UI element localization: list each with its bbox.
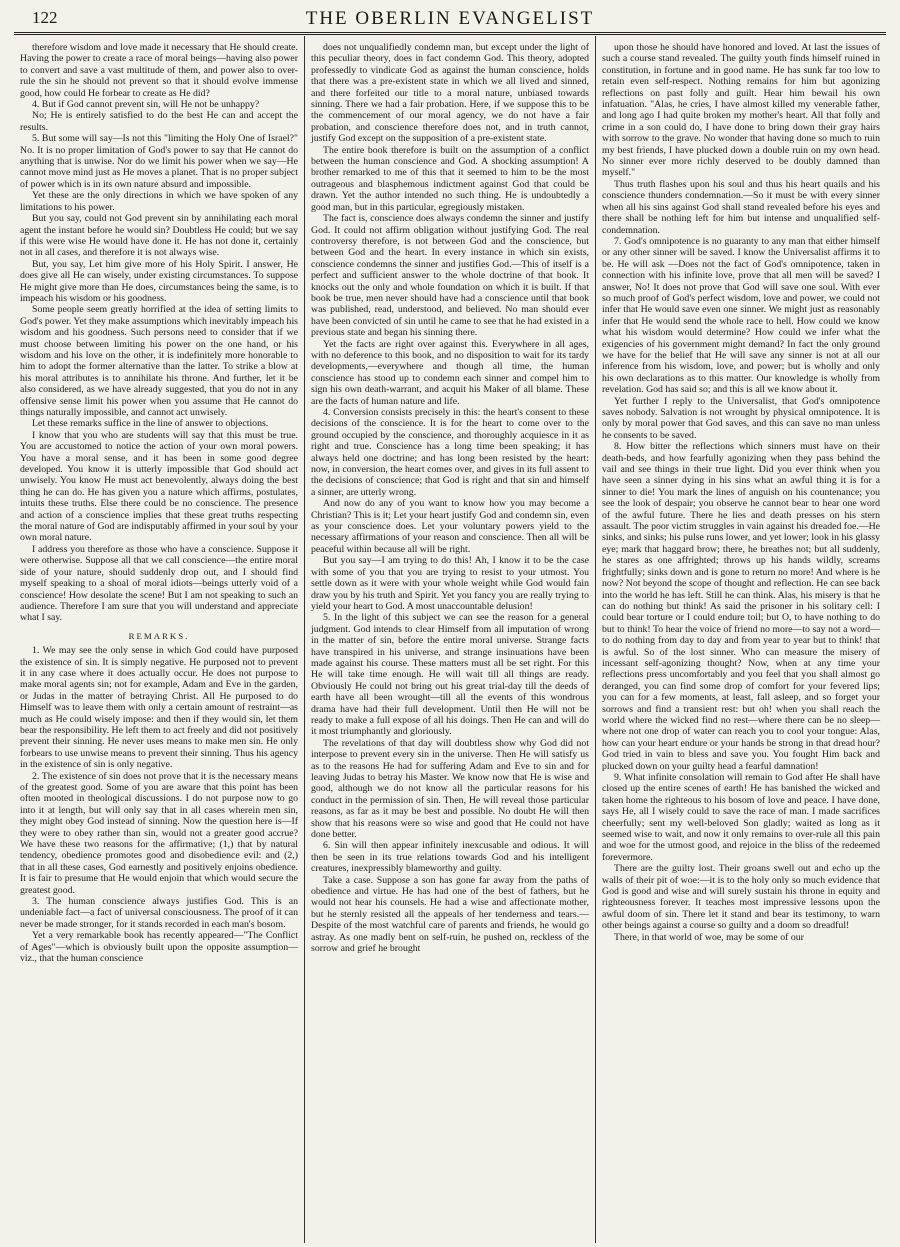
section-heading: REMARKS. <box>128 630 190 641</box>
paragraph: The entire book therefore is built on the assumption of a conflict between the human conscience and God. A shocking assumption! A brother remarked to me of this that it seemed to him to be the most outrageous and blasphemous indictment against God that could be drawn. Yet the author intended no such thing. He is undoubtedly a good man, but in this particular, egregiously mistaken. <box>311 144 589 213</box>
paragraph: 4. Conversion consists precisely in this: the heart's consent to these decisions of the conscience. It is for the heart to come over to the ground occupied by the conscience, and thoroughly acquiesce in it as right and true. Conscience has a long time been speaking; it has always held one doctrine; and has long been resisted by the heart: now, in conversion, the heart comes over, and gives in its full assent to the decisions of conscience; that God is right and that sin and himself a sinner, are utterly wrong. <box>311 407 589 498</box>
paragraph: Some people seem greatly horrified at the idea of setting limits to God's power. Yet they make assumptions which inevitably impeach his wisdom and his goodness. Such persons need to consider that if we must choose between limiting his power on the one hand, or his wisdom and his love on the other, it is indefinitely more honorable to him to adopt the former alternative than the latter. To strike a blow at his moral attributes is to annihilate his throne. And further, let it be also considered, as we have already suggested, that you do not in any offensive sense limit his power when you assume that He cannot do things naturally impossible, and cannot act unwisely. <box>20 304 298 418</box>
paragraph: 7. God's omnipotence is no guaranty to any man that either himself or any other sinner will be saved. I know the Universalist affirms it to be. He will ask —Does not the fact of God's omnipotence, taken in connection with his infinite love, prove that all men will be saved? I answer, No! It does not prove that God will save one soul. With ever so much proof of God's perfect wisdom, love and power, we could not infer that He would save even one sinner. We might just as reasonably infer that He would send the whole race to hell. How could we know what his wisdom would determine? How could we infer what the exigencies of his government might demand? In fact the only ground we have for the belief that He will save any sinner is not at all our inference from his wisdom, love, and power; but is wholly and only his own declarations as to this matter. Our knowledge is wholly from revelation. God has said so; and this is all we know about it. <box>602 235 880 396</box>
paragraph: 5. But some will say—Is not this "limiting the Holy One of Israel?" No. It is no proper limitation of God's power to say that He cannot do anything that is unwise. Nor do we limit his power when we say—He cannot move mind just as He moves a planet. That is no proper subject of power which is in its own nature absurd and impossible. <box>20 133 298 190</box>
paragraph: therefore wisdom and love made it necessary that He should create. Having the power to create a race of moral beings—having also power to convert and save a vast multitude of them, and power also to over-rule the sin he should not prevent so that it should evolve immense good, how could He forbear to create as He did? <box>20 42 298 99</box>
paragraph: Yet the facts are right over against this. Everywhere in all ages, with no deference to this book, and no disposition to wait for its tardy developments,—everywhere and though all time, the human conscience has stood up to condemn each sinner and compel him to sign his own death-warrant, and acquit his Maker of all blame. These are the facts of human nature and life. <box>311 338 589 407</box>
paragraph: And now do any of you want to know how you may become a Christian? This is it; Let your heart justify God and condemn sin, even as your conscience does. Let your voluntary powers yield to the necessary affirmations of your reason and conscience. Then all will be peaceful within because all will be right. <box>311 498 589 555</box>
paragraph: Yet further I reply to the Universalist, that God's omnipotence saves nobody. Salvation is not wrought by physical omnipotence. It is only by moral power that God saves, and this can save no man unless he consents to be saved. <box>602 395 880 441</box>
paragraph: upon those he should have honored and loved. At last the issues of such a course stand revealed. The guilty youth finds himself ruined in constitution, in fortune and in good name. He has sunk far too low to retain even self-respect. Nothing remains for him but agonizing reflections on past folly and guilt. Hear him bewail his own infatuation. "Alas, he cries, I have almost killed my venerable father, and long ago I had quite broken my mother's heart. All that folly and crime in a son could do, I have done to bring down their gray hairs with sorrow to the grave. No wonder that having done so much to ruin my best friends, I have plucked down a double ruin on my own head. No sinner ever more richly deserved to be doubly damned than myself." <box>602 42 880 179</box>
paragraph: But, you say, Let him give more of his Holy Spirit. I answer, He does give all He can wisely, under existing circumstances. To suppose He might give more than He does, circumstances being the same, is to impeach his wisdom or his goodness. <box>20 258 298 304</box>
article-body <box>14 36 886 1243</box>
paragraph: 2. The existence of sin does not prove that it is the necessary means of the greatest good. Some of you are aware that this point has been often mooted in theological discussions. I do not purpose now to go into it at length, but will only say that in all cases wherein men sin, they might obey God instead of sinning. Now the question here is—If they were to obey rather than sin, would not a greater good accrue? We have these two reasons for the affirmative; (1,) that by natural tendency, obedience promotes good and disobedience evil: and (2,) that in all these cases, God earnestly and positively enjoins obedience. It is fair to presume that He would enjoin that which would secure the greatest good. <box>20 770 298 896</box>
paragraph: 5. In the light of this subject we can see the reason for a general judgment. God intends to clear Himself from all imputation of wrong in the matter of sin, before the entire moral universe. Strange facts have transpired in his universe, and strange insinuations have been made against his course. These matters must all be set right. For this He will take time enough. He will wait till all things are ready. Obviously He could not bring out his great trial-day till the deeds of earth have all been wrought—till all the events of this wondrous drama have had their full development. Until then He will not be ready to make a full expose of all his doings. Then He can and will do it most triumphantly and gloriously. <box>311 612 589 738</box>
column-1 <box>14 36 304 1243</box>
paragraph: I know that you who are students will say that this must be true. You are accustomed to notice the action of your own moral powers. You have a moral sense, and it has been in some good degree developed. You know it is utterly impossible that God should act unwisely. You know He must act benevolently, always doing the best thing he can do. He has given you a nature which affirms, postulates, intuits these truths. Else there could be no conscience. The presence and action of a conscience implies that these great truths respecting the moral nature of God are indisputably affirmed in your soul by your own moral nature. <box>20 429 298 544</box>
paragraph: There, in that world of woe, may be some of our <box>614 931 804 943</box>
paragraph: Yet a very remarkable book has recently appeared—"The Conflict of Ages"—which is obviously built upon the opposite assumption—viz., that the human conscience <box>20 930 298 965</box>
paragraph: I address you therefore as those who have a conscience. Suppose it were otherwise. Suppose all that we call conscience—the entire moral side of your nature, should suddenly drop out, and I should find myself speaking to a shoal of moral idiots—beings utterly void of a conscience! How desolate the scene! But I am not speaking to such an audience. Therefore I am sure that you will understand and appreciate what I say. <box>20 543 298 624</box>
paragraph: 4. But if God cannot prevent sin, will He not be unhappy? <box>32 99 260 111</box>
paragraph: 8. How bitter the reflections which sinners must have on their death-beds, and how fearfully agonizing when they pass behind the vail and see things in their true light. Did you ever think when you have seen a sinner dying in his sins what an awful thing it is for a sinner to die! You mark the lines of anguish on his countenance; you see the look of despair; you observe he cannot bear to hear one word of the awful future. There he lies and death presses on his stern assault. The poor victim struggles in vain against his dreaded foe.—He sinks, and sinks; his pulse runs lower, and yet lower; look in his glassy eye; mark that haggard brow; there, he breathes not; but all suddenly, he stares as one affrighted; throws up his hands wildly, screams frightfully; sinks down and is gone to return no more! And where is he now? Not beyond the scope of thought and reflection. He can see back into the world he has left. Still he can think. Alas, his misery is that he can do nothing but think! As said the prisoner in his solitary cell: I could bear torture or I could endure toil; but O, to have nothing to do but to think! To hear the voice of friend no more—to say not a word—to do nothing from day to day and from year to year but to think! that is awful. So of the lost sinner. Who can measure the misery of incessant self-agonizing thought? Now, when at any time your reflections press uncomfortably and you feel that you shall almost go deranged, you can find some drop of comfort for your fevered lips; you can for a few moments, at least, fall asleep, and so forget your sorrows and find a transient rest: but oh! when you shall reach the world where the wicked find no rest—where there can be no sleep—where not one drop of water can reach you to cool your tongue: Alas, how can your heart endure or your hands be strong in that dread hour? God tried in vain to bless and save you. You fought Him back and plucked down on your guilty head a fearful damnation! <box>602 441 880 772</box>
column-2 <box>304 36 595 1243</box>
paragraph: But you say—I am trying to do this! Ah, I know it to be the case with some of you that you are trying to resist to your utmost. You settle down as it were with your whole weight while God would fain draw you by his truth and Spirit. Yet you fancy you are really trying to yield your heart to God. A most unaccountable delusion! <box>311 555 589 612</box>
paragraph: 3. The human conscience always justifies God. This is an undeniable fact—a fact of universal consciousness. The proof of it can never be made stronger, for it stands recorded in each man's bosom. <box>20 896 298 930</box>
paragraph: No; He is entirely satisfied to do the best He can and accept the results. <box>20 110 298 133</box>
paragraph: The fact is, conscience does always condemn the sinner and justify God. It could not affirm obligation without justifying God. The real controversy therefore, is not between God and the conscience, but between God and the heart. In every instance in which sin exists, conscience condemns the sinner and justifies God.—This of itself is a perfect and sufficient answer to the whole doctrine of that book. It knocks out the only and whole foundation on which it is built. If that book be true, men never should have had a conscience until that book was published, read, understood, and believed. No man should ever have been convicted of sin until he came to see that he had existed in a previous state and began his sinning there. <box>311 213 589 339</box>
paragraph: 9. What infinite consolation will remain to God after He shall have closed up the entire scenes of earth! He has banished the wicked and taken home the righteous to his bosom of love and peace. I have done, says He, all I wisely could to save the race of man. I made sacrifices cheerfully; sent my well-beloved Son gladly; waited as long as it seemed wise to wait, and now it only remains to over-rule all this pain and woe for the utmost good, and rejoice in the bliss of the redeemed forevermore. <box>602 772 880 863</box>
page-number: 122 <box>32 8 58 27</box>
paragraph: 6. Sin will then appear infinitely inexcusable and odious. It will then be seen in its true relations towards God and his intelligent creatures, inexpressibly blameworthy and guilty. <box>311 840 589 875</box>
paragraph: But you say, could not God prevent sin by annihilating each moral agent the instant before he would sin? Doubtless He could; but we say if this were wise He would have done it. He has not done it, certainly not in all cases, and therefore it is not always wise. <box>20 213 298 259</box>
paragraph: Thus truth flashes upon his soul and thus his heart quails and his conscience thunders condemnation.—So it must be with every sinner when all his sins against God shall stand revealed before his eyes and there shall be nothing left for him but intense and unqualified self-condemnation. <box>602 178 880 236</box>
paragraph: The revelations of that day will doubtless show why God did not interpose to prevent every sin in the universe. Then He will satisfy us as to the reasons He had for suffering Adam and Eve to sin and for leaving Judas to betray his Master. We know now that He is wise and good, although we do not know all the particular reasons for his conduct in the permission of sin. Then, He will reveal those particular reasons, as far as it may be best and possible. No doubt He will then show that his reasons were so wise and good that He could not have done better. <box>311 737 589 841</box>
publication-title: THE OBERLIN EVANGELIST <box>305 8 595 29</box>
paragraph: Let these remarks suffice in the line of answer to objections. <box>32 418 269 430</box>
column-3 <box>595 36 886 1243</box>
page-header <box>14 6 886 35</box>
paragraph: Take a case. Suppose a son has gone far away from the paths of obedience and virtue. He has had one of the best of fathers, but he would not hear his counsels. He had a wise and affectionate mother, but he sternly resisted all the appeals of her tenderness and tears.—Despite of the most watchful care of parents and friends, he would go astray. As one madly bent on self-ruin, he pushed on, reckless of the sorrow and grief he brought <box>311 874 589 955</box>
paragraph: Yet these are the only directions in which we have spoken of any limitations to his power. <box>20 190 298 213</box>
paragraph: 1. We may see the only sense in which God could have purposed the existence of sin. It is simply negative. He purposed not to prevent it in any case where it does actually occur. He does not purpose to make moral agents sin; not for example, Adam and Eve in the garden, or Judas in the matter of betraying Christ. All He purposed to do Himself was to leave them with only a certain amount of restraint—as much as He could wisely impose: and then if they would sin, let them bear the responsibility. He left them to act freely and did not positively prevent their sinning. He never uses means to make men sin. He only forbears to use unwise means to prevent their sinning. Thus his agency in the existence of sin is only negative. <box>20 645 298 771</box>
paragraph: does not unqualifiedly condemn man, but except under the light of this peculiar theory, does in fact condemn God. This theory, adopted professedly to vindicate God as against the human conscience, holds that there was a pre-existent state in which we all lived and sinned, and there forfeited our title to a moral nature, unbiased towards sinning. There we had a fair probation. Here, if we suppose this to be the commencement of our moral agency, we do not have a fair probation, and conscience therefore does not, and in truth cannot, justify God except on the supposition of a pre-existent state. <box>311 42 589 145</box>
paragraph: There are the guilty lost. Their groans swell out and echo up the walls of their pit of woe:—it is to the holy only so much evidence that God is good and wise and will surely sustain his throne in equity and righteousness forever. It teaches most impressive lessons upon the awful doom of sin. There let it stand and bear its testimony, to warn other beings against a course so guilty and a doom so dreadful! <box>602 863 880 932</box>
